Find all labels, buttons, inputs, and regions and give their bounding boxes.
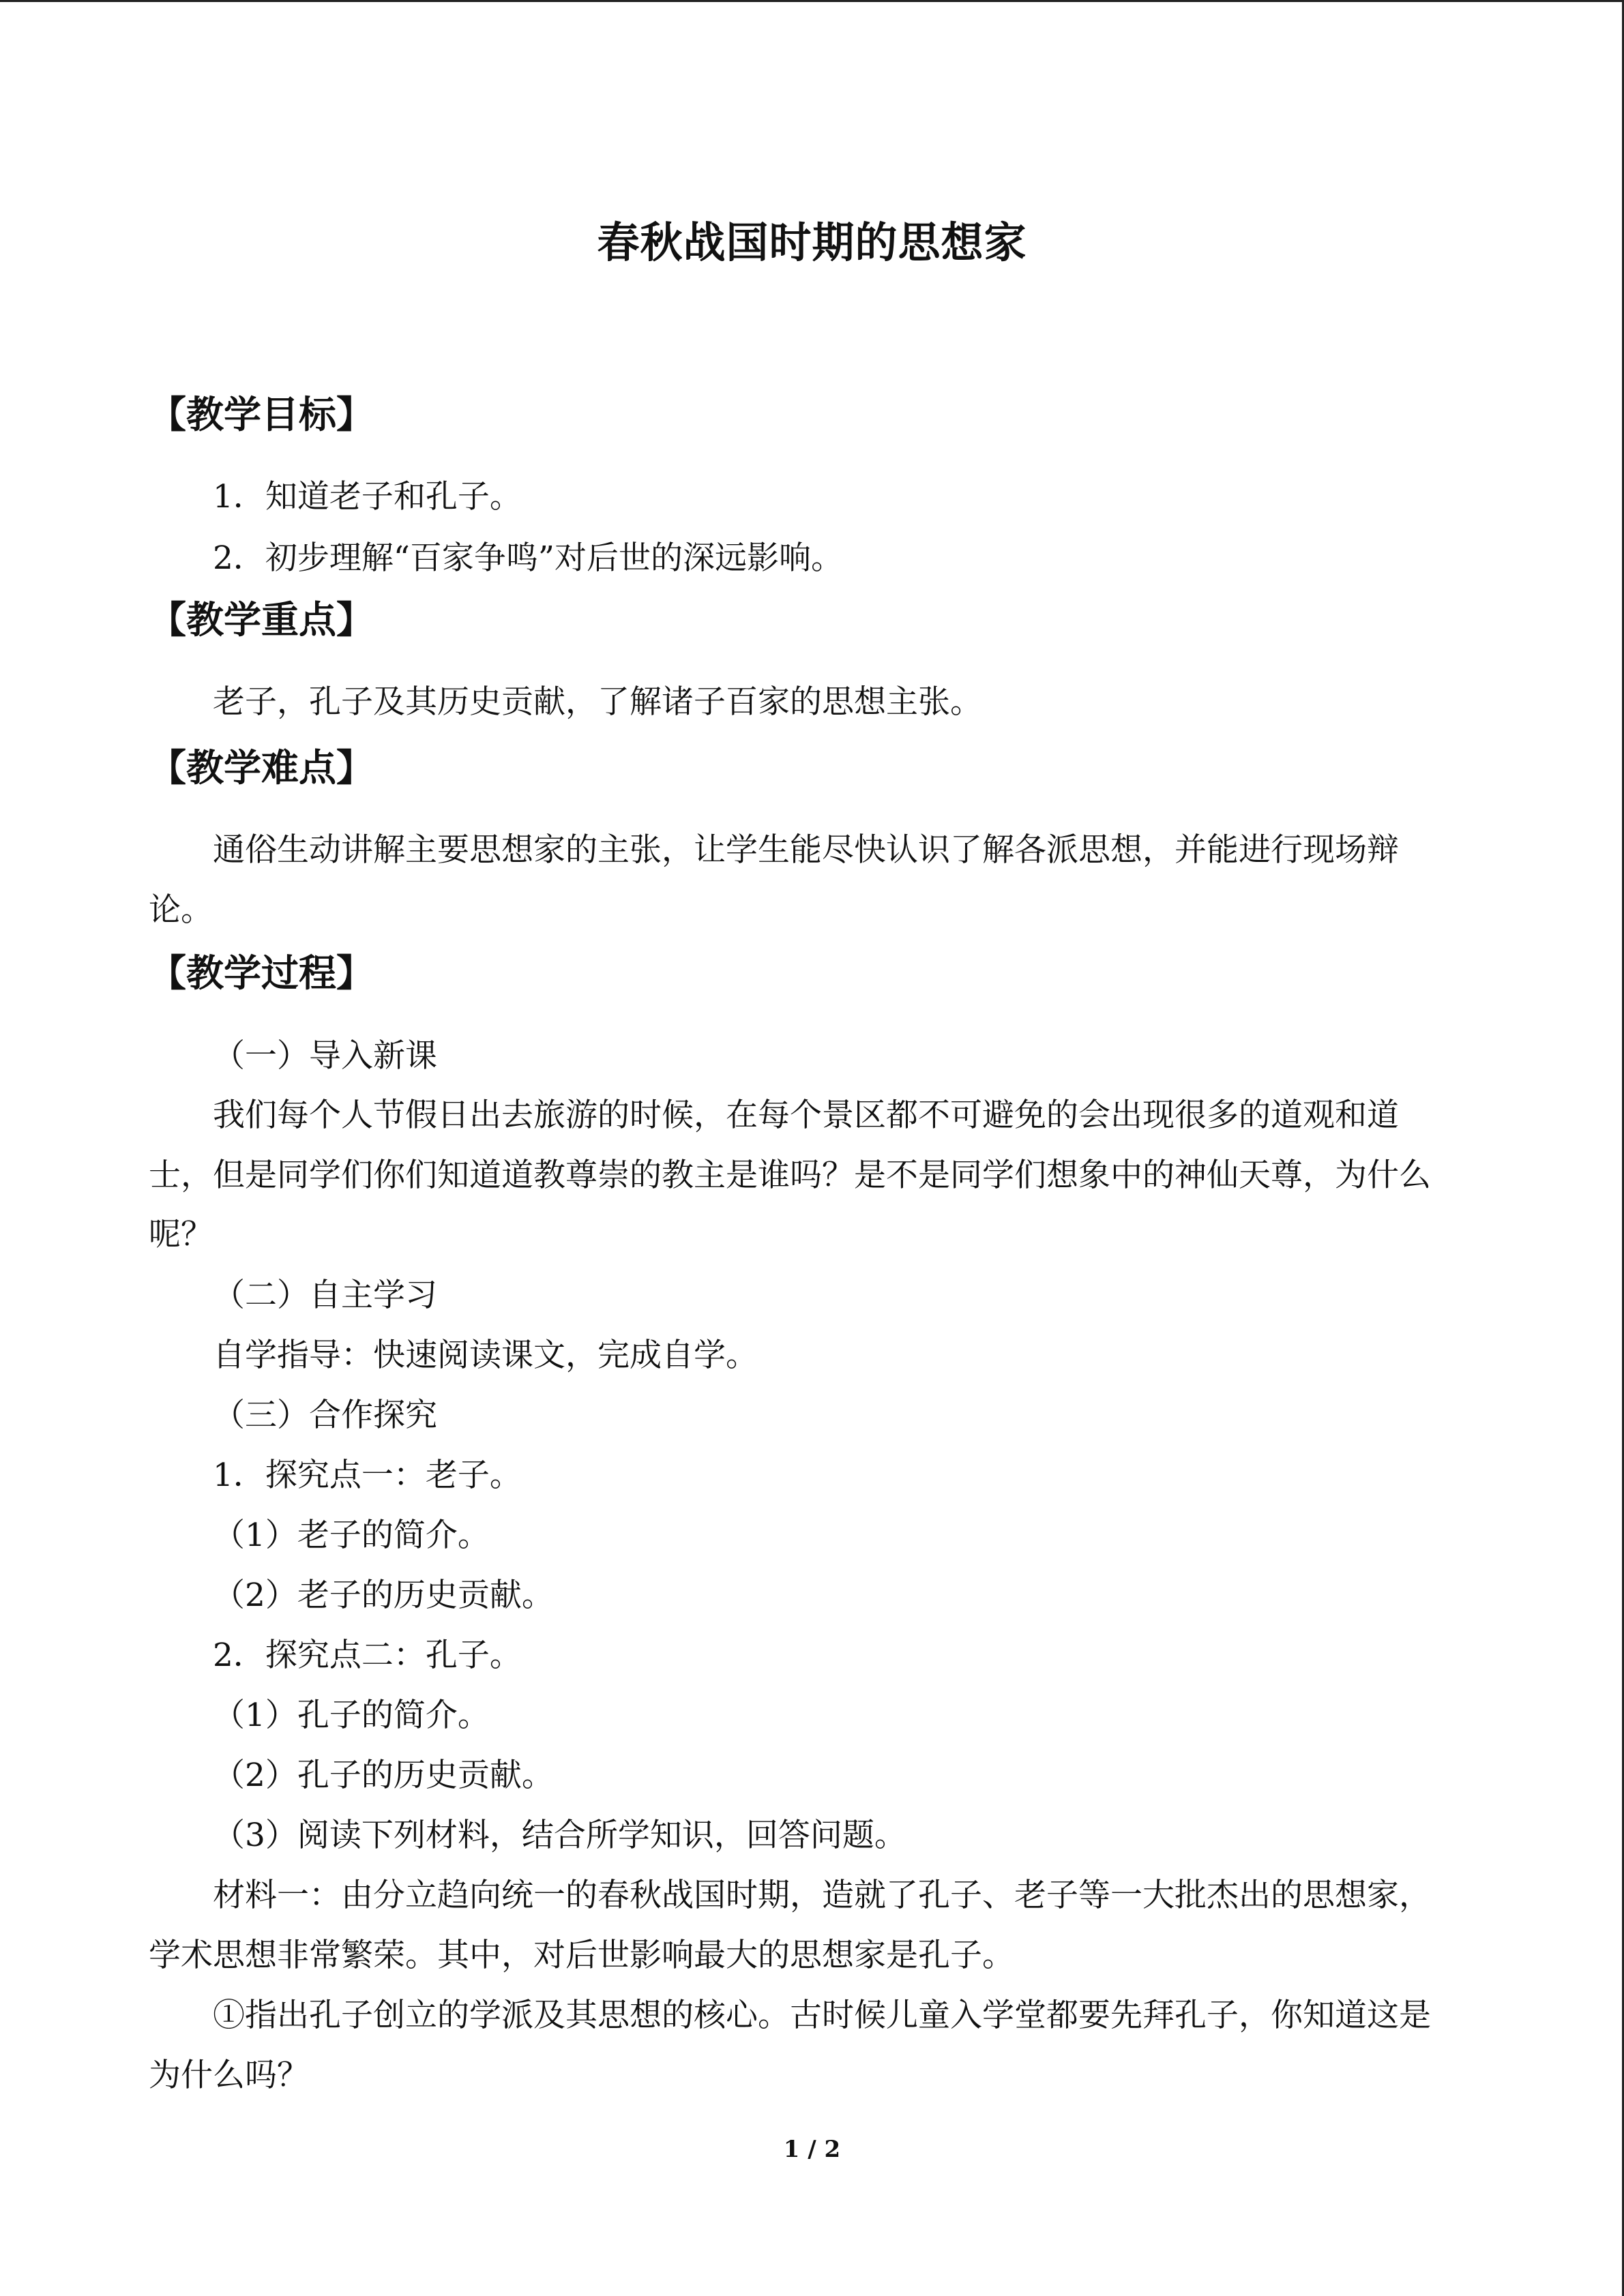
objective-line-1: 1．知道老子和孔子。	[213, 478, 522, 516]
process-line: 呢？	[149, 1216, 213, 1253]
section-heading-objectives: 【教学目标】	[149, 392, 374, 436]
process-line: （3）阅读下列材料，结合所学知识，回答问题。	[213, 1817, 906, 1854]
process-line: 2．探究点二：孔子。	[213, 1637, 522, 1674]
process-line: 为什么吗？	[149, 2057, 309, 2094]
process-line: （一）导入新课	[213, 1037, 437, 1075]
process-line: 自学指导：快速阅读课文，完成自学。	[213, 1337, 758, 1374]
process-line: （2）老子的历史贡献。	[213, 1577, 554, 1614]
objective-line-2: 2．初步理解“百家争鸣”对后世的深远影响。	[213, 539, 843, 577]
difficulties-line-2: 论。	[149, 891, 213, 929]
process-line: ①指出孔子创立的学派及其思想的核心。古时候儿童入学堂都要先拜孔子，你知道这是	[213, 1997, 1431, 2034]
difficulties-line-1: 通俗生动讲解主要思想家的主张，让学生能尽快认识了解各派思想，并能进行现场辩	[213, 831, 1399, 869]
section-heading-process: 【教学过程】	[149, 951, 374, 995]
key-points-line-1: 老子，孔子及其历史贡献，了解诸子百家的思想主张。	[213, 683, 982, 721]
page-number: 1 / 2	[783, 2136, 841, 2163]
section-heading-key-points: 【教学重点】	[149, 597, 374, 642]
section-heading-difficulties: 【教学难点】	[149, 745, 374, 790]
process-line: 士，但是同学们你们知道道教尊崇的教主是谁吗？是不是同学们想象中的神仙天尊，为什么	[149, 1157, 1431, 1194]
process-line: （1）孔子的简介。	[213, 1697, 490, 1734]
document-title: 春秋战国时期的思想家	[597, 218, 1027, 267]
process-line: （二）自主学习	[213, 1277, 437, 1314]
process-line: 材料一：由分立趋向统一的春秋战国时期，造就了孔子、老子等一大批杰出的思想家，	[213, 1877, 1431, 1914]
process-line: （三）合作探究	[213, 1397, 437, 1434]
process-line: 学术思想非常繁荣。其中，对后世影响最大的思想家是孔子。	[149, 1937, 1014, 1974]
process-line: （1）老子的简介。	[213, 1517, 490, 1554]
process-line: 1．探究点一：老子。	[213, 1457, 522, 1494]
process-line: 我们每个人节假日出去旅游的时候，在每个景区都不可避免的会出现很多的道观和道	[213, 1097, 1399, 1134]
process-line: （2）孔子的历史贡献。	[213, 1757, 554, 1794]
